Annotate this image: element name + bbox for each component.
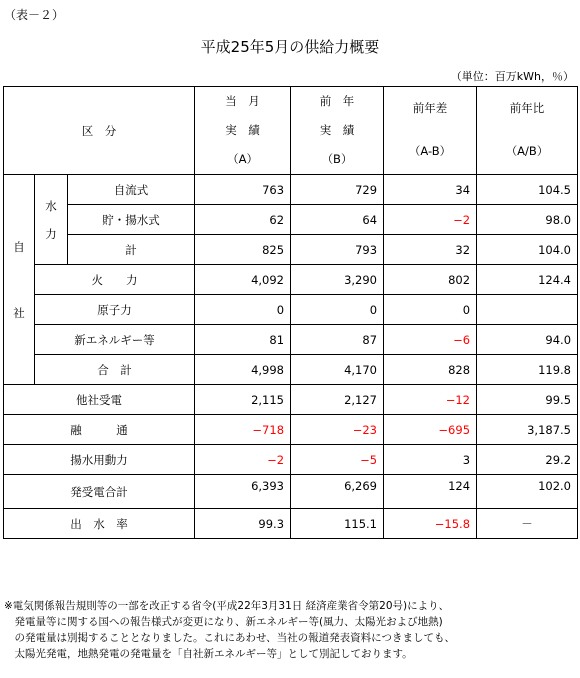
header-category: 区 分 [4,87,195,175]
cell-previous: 729 [291,175,384,205]
cell-previous: 64 [291,205,384,235]
header-ratio [477,87,578,175]
cell-ratio: 102.0 [477,475,578,509]
cell-current: 6,393 [195,475,291,509]
table-row [4,475,578,509]
cell-current: −2 [195,445,291,475]
cell-diff: −2 [384,205,477,235]
row-label: 発受電合計 [4,475,195,509]
cell-diff: 3 [384,445,477,475]
header-ratio-line1: 前年比 [509,101,545,115]
table-row [4,509,578,539]
group-water: 水 力 [35,175,68,265]
cell-ratio: 104.0 [477,235,578,265]
header-diff-line1: 前年差 [412,101,448,115]
cell-current: 4,092 [195,265,291,295]
cell-ratio: 29.2 [477,445,578,475]
cell-diff: −12 [384,385,477,415]
header-current-line1: 当 月 [225,94,260,108]
cell-previous: 6,269 [291,475,384,509]
table-row [4,415,578,445]
cell-diff: 32 [384,235,477,265]
cell-current: 99.3 [195,509,291,539]
header-current [195,87,291,175]
header-row [4,87,578,175]
header-current-line3: （A） [227,152,258,166]
cell-previous: 2,127 [291,385,384,415]
row-label: 自流式 [68,175,195,205]
cell-current: 763 [195,175,291,205]
cell-diff: −6 [384,325,477,355]
cell-ratio: 124.4 [477,265,578,295]
cell-current: −718 [195,415,291,445]
cell-diff: 124 [384,475,477,509]
cell-previous: 4,170 [291,355,384,385]
cell-diff: 34 [384,175,477,205]
header-previous-line3: （B） [321,152,353,166]
header-ratio-line2: （A/B） [505,144,549,158]
header-diff-line2: （A-B） [408,144,452,158]
cell-diff: 0 [384,295,477,325]
row-label: 他社受電 [4,385,195,415]
cell-previous: 793 [291,235,384,265]
header-previous [291,87,384,175]
cell-ratio: 3,187.5 [477,415,578,445]
header-previous-line1: 前 年 [319,94,355,108]
unit-label: （単位：百万kWh，％） [450,70,574,83]
supply-table [3,86,578,539]
header-diff [384,87,477,175]
table-row [4,385,578,415]
cell-previous: 3,290 [291,265,384,295]
footnote-line: の発電量は別掲することとなりました。これにあわせ、当社の報道発表資料につきましても、 [4,632,455,644]
row-label: 融 通 [4,415,195,445]
header-previous-line2: 実 績 [319,123,355,137]
row-label: 揚水用動力 [4,445,195,475]
cell-current: 81 [195,325,291,355]
cell-current: 0 [195,295,291,325]
cell-ratio: － [477,509,578,539]
row-label: 新エネルギー等 [35,325,195,355]
cell-diff: 828 [384,355,477,385]
row-label: 貯・揚水式 [68,205,195,235]
cell-current: 2,115 [195,385,291,415]
table-row [4,235,578,265]
cell-previous: −23 [291,415,384,445]
cell-current: 62 [195,205,291,235]
cell-previous: 0 [291,295,384,325]
cell-ratio: 119.8 [477,355,578,385]
table-row [4,325,578,355]
table-row [4,175,578,205]
page-title: 平成25年5月の供給力概要 [200,38,380,56]
table-row [4,205,578,235]
cell-diff: 802 [384,265,477,295]
table-row [4,355,578,385]
cell-ratio [477,295,578,325]
cell-diff: −695 [384,415,477,445]
cell-ratio: 98.0 [477,205,578,235]
cell-current: 4,998 [195,355,291,385]
cell-previous: −5 [291,445,384,475]
footnote-line: 発電量等に関する国への報告様式が変更になり、新エネルギー等(風力、太陽光および地熱) [4,616,443,628]
row-label: 出 水 率 [4,509,195,539]
cell-previous: 87 [291,325,384,355]
row-label: 原子力 [35,295,195,325]
cell-current: 825 [195,235,291,265]
cell-diff: −15.8 [384,509,477,539]
table-row [4,445,578,475]
row-label: 計 [68,235,195,265]
row-label: 火 力 [35,265,195,295]
group-own: 自 社 [4,175,35,385]
footnote [4,598,455,662]
cell-previous: 115.1 [291,509,384,539]
row-label: 合 計 [35,355,195,385]
table-row [4,265,578,295]
footnote-line: ※電気関係報告規則等の一部を改正する省令(平成22年3月31日 経済産業省令第20号)により、 [4,600,450,612]
footnote-line: 太陽光発電，地熱発電の発電量を「自社新エネルギー等」として別記しております。 [4,648,413,660]
table-label: （表－２） [4,8,65,22]
table-row [4,295,578,325]
cell-ratio: 99.5 [477,385,578,415]
header-current-line2: 実 績 [225,123,260,137]
cell-ratio: 104.5 [477,175,578,205]
cell-ratio: 94.0 [477,325,578,355]
